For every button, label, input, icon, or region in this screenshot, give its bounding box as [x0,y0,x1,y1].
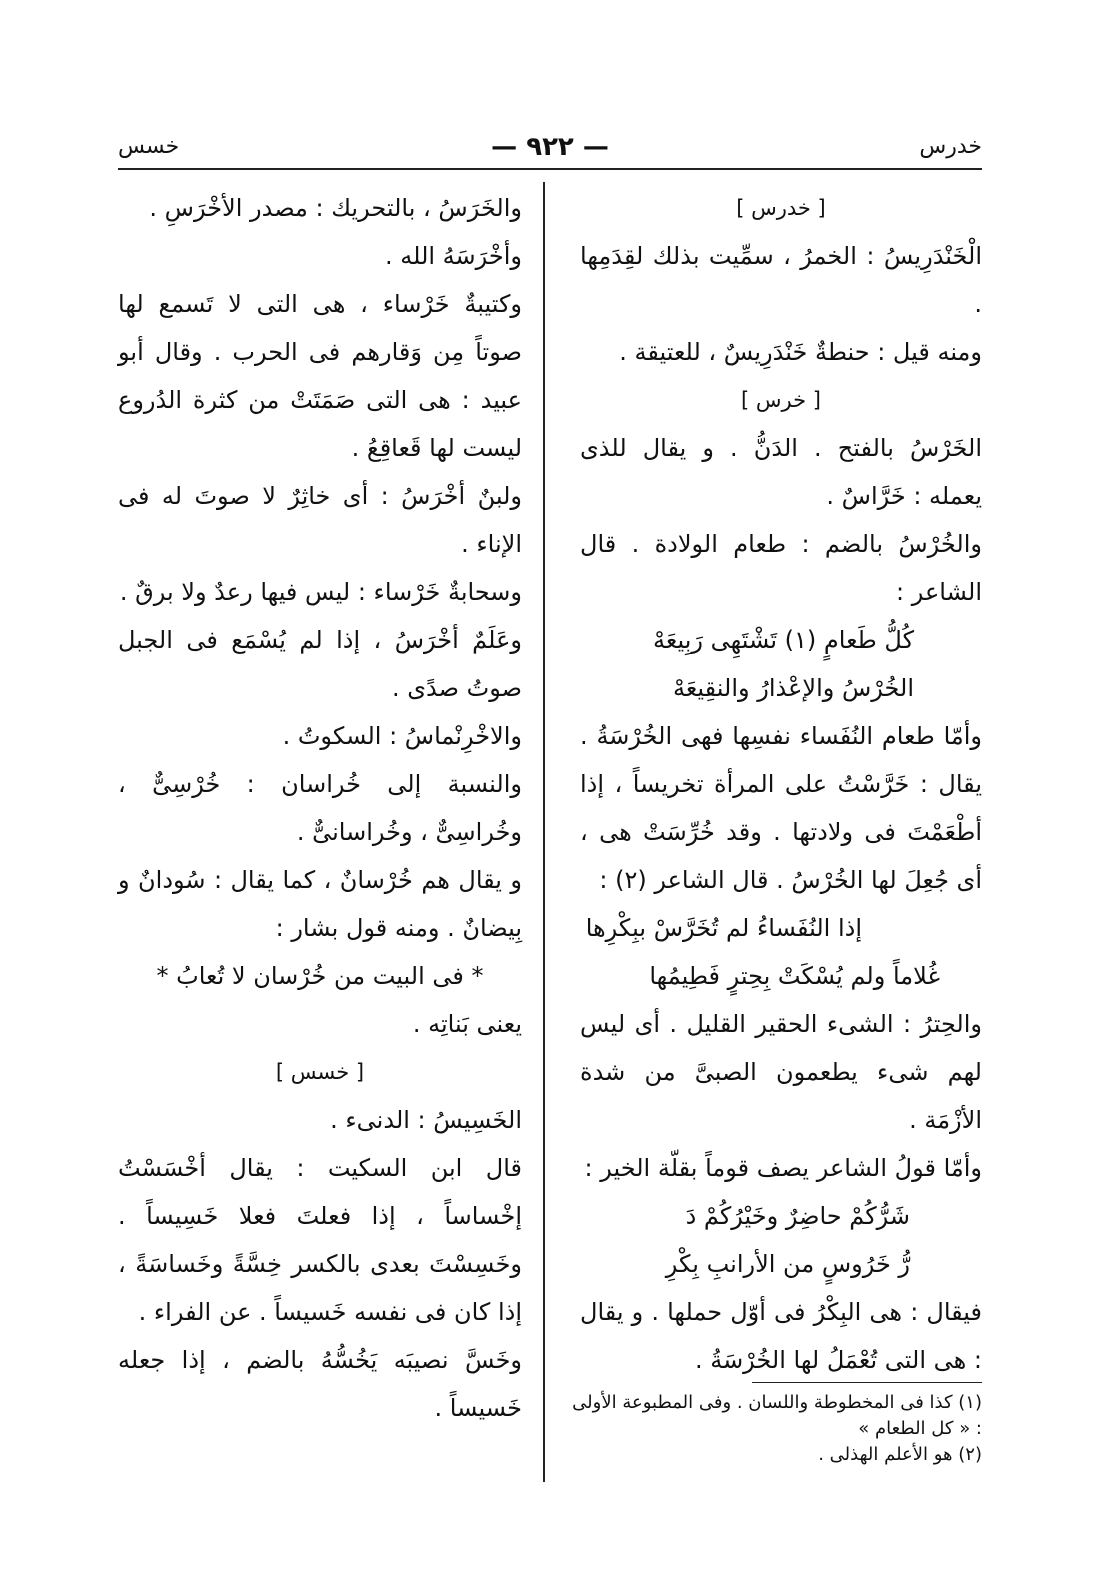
entry-heading: [ خدرس ] [736,196,826,220]
paragraph: والاخْرِنْماسُ : السكوتُ . [282,722,522,750]
entry-heading: [ خسس ] [275,1060,365,1084]
header-rule [118,168,982,170]
paragraph: الخَسِيسُ : الدنىء . [330,1106,522,1134]
paragraph: وخَسَّ نصيبَه يَخُسُّهُ بالضم ، إذا جعله خَسيساً . [118,1346,522,1422]
header-right-word: خدرس [919,134,982,159]
verse-line: إذا النُفَساءُ لم تُخَرَّسْ ببِكْرِها [585,914,862,942]
footnotes [562,1390,982,1468]
footnote-rule [752,1382,982,1383]
verse-line: شَرُّكُمْ حاضِرٌ وخَيْرُكُمْ دَ [685,1202,910,1230]
left-column [118,184,522,1432]
paragraph: وكتيبةٌ خَرْساء ، هى التى لا تَسمع لها صوتاً مِن وَقارهم فى الحرب . وقال أبو عبيد : هى التى صَمَتَتْ من كثرة الدُروع ليست لها قَعاقِعُ . [118,290,522,462]
page-number: — ٩٢٢ — [491,132,609,162]
paragraph: وأمّا قولُ الشاعر يصف قوماً بقلّة الخير : [584,1154,982,1182]
verse-line: غُلاماً ولم يُسْكَتْ بِحِترٍ فَطِيمُها [649,962,940,990]
paragraph: والخُرْسُ بالضم : طعام الولادة . قال الشاعر : [580,530,982,606]
running-header [118,132,982,166]
right-column [580,184,982,1384]
paragraph: الخَرْسُ بالفتح . الدَنُّ . و يقال للذى يعمله : خَرَّاسٌ . [580,434,982,510]
paragraph: وأخْرَسَهُ الله . [385,242,522,270]
paragraph: و يقال هم خُرْسانٌ ، كما يقال : سُودانٌ و بِيضانٌ . ومنه قول بشار : [118,866,522,942]
entry-heading: [ خرس ] [741,388,821,412]
paragraph: ولبنٌ أخْرَسُ : أى خاثِرٌ لا صوتَ له فى الإناء . [118,482,522,558]
paragraph: قال ابن السكيت : يقال أخْسَسْتُ إخْساساً ، إذا فعلتَ فعلا خَسِيساً . وخَسِسْتَ بعدى بالكسر خِسَّةً وخَساسَةً ، إذا كان فى نفسه خَسيساً . عن الفراء . [118,1154,522,1326]
paragraph: وسحابةٌ خَرْساء : ليس فيها رعدٌ ولا برقٌ . [119,578,522,606]
paragraph: وعَلَمٌ أخْرَسُ ، إذا لم يُسْمَع فى الجبل صوتُ صدًى . [118,626,522,702]
footnote-1: (١) كذا فى المخطوطة واللسان . وفى المطبوعة الأولى : « كل الطعام » [572,1392,982,1439]
footnote-2: (٢) هو الأعلم الهذلى . [818,1444,982,1465]
paragraph: والنسبة إلى خُراسان : خُرْسِىٌّ ، وخُراسِىٌّ ، وخُراسانىٌّ . [118,770,522,846]
paragraph: ومنه قيل : حنطةٌ خَنْدَرِيسٌ ، للعتيقة . [619,338,982,366]
verse-line: كُلُّ طَعامٍ (١) تَشْتَهِى رَبِيعَهْ [653,626,914,654]
paragraph: والخَرَسُ ، بالتحريك : مصدر الأخْرَسِ . [149,194,522,222]
paragraph: فيقال : هى البِكْرُ فى أوّل حملها . و يقال : هى التى تُعْمَلُ لها الخُرْسَةُ . [580,1298,982,1374]
paragraph: الْخَنْدَرِيسُ : الخمرُ ، سمِّيت بذلك لقِدَمِها . [580,242,982,318]
verse-line: الخُرْسُ والإعْذارُ والنقِيعَهْ [672,674,914,702]
header-left-word: خسس [118,134,180,159]
paragraph: والحِترُ : الشىء الحقير القليل . أى ليس لهم شىء يطعمون الصبىَّ من شدة الأزْمَة . [580,1010,982,1134]
verse-line: * فى البيت من خُرْسان لا تُعابُ * [156,962,484,990]
column-divider [543,182,545,1482]
verse-line: رُّ خَرُوسٍ من الأرانبِ بِكْرِ [665,1250,910,1278]
paragraph: وأمّا طعام النُفَساء نفسِها فهى الخُرْسَةُ . يقال : خَرَّسْتُ على المرأة تخريساً ، إذا أطْعَمْتَ فى ولادتها . وقد خُرِّسَتْ هى ، أى جُعِلَ لها الخُرْسُ . قال الشاعر (٢) : [580,722,982,894]
paragraph: يعنى بَناتِه . [412,1010,522,1038]
